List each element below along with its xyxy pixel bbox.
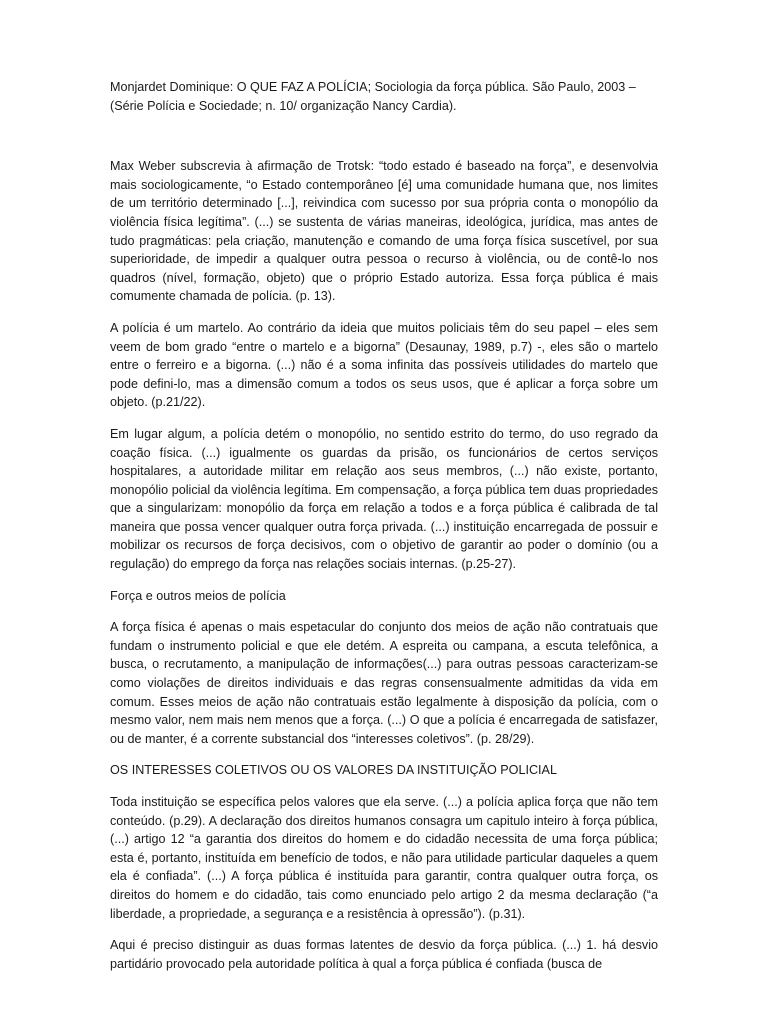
paragraph-martelo: A polícia é um martelo. Ao contrário da ideia que muitos policiais têm do seu papel – eles sem veem de bom grado “entre o martelo e a bigorna” (Desaunay, 1989, p.7) -, eles são o martelo entre o ferreiro e a bigorna. (...) não é a soma infinita das possíveis utilidades do martelo que pode defini-lo, mas a dimensão comum a todos os seus usos, que é aplicar a força sobre um objeto. (p.21/22). — [110, 320, 658, 410]
document-page — [110, 78, 658, 986]
paragraph-desvio: Aqui é preciso distinguir as duas formas latentes de desvio da força pública. (...) 1. há desvio partidário provocado pela autoridade política à qual a força pública é confiada (busca de — [110, 938, 658, 971]
paragraph-forca-fisica: A força física é apenas o mais espetacular do conjunto dos meios de ação não contratuais que fundam o instrumento policial e que ele detém. A espreita ou campana, a escuta telefônica, a busca, o recrutamento, a manipulação de informações(...) para outras pessoas caracterizam-se como violações de direitos individuais e das regras consensualmente admitidas da vida em comum. Esses meios de ação não contratuais estão legalmente à disposição da polícia, com o mesmo valor, nem mais nem menos que a força. (...) O que a polícia é encarregada de satisfazer, ou de manter, é a corrente substancial dos “interesses coletivos”. (p. 28/29). — [110, 620, 658, 746]
section-heading-forca: Força e outros meios de polícia — [110, 588, 286, 603]
bibliographic-reference: Monjardet Dominique: O QUE FAZ A POLÍCIA; Sociologia da força pública. São Paulo, 2003 – (Série Polícia e Sociedade; n. 10/ organização Nancy Cardia). — [110, 80, 636, 113]
section-heading-interesses: OS INTERESSES COLETIVOS OU OS VALORES DA INSTITUIÇÃO POLICIAL — [110, 763, 557, 778]
paragraph-monopolio: Em lugar algum, a polícia detém o monopólio, no sentido estrito do termo, do uso regrado da coação física. (...) igualmente os guardas da prisão, os funcionários de certos serviços hospitalares, a autoridade militar em relação aos seus membros, (...) não existe, portanto, monopólio policial da violência legítima. Em compensação, a força pública tem duas propriedades que a singularizam: monopólio da força em relação a todos e a força pública é calibrada de tal maneira que possa vencer qualquer outra força privada. (...) instituição encarregada de possuir e mobilizar os recursos de força decisivos, com o objetivo de garantir ao poder o domínio (ou a regulação) do emprego da força nas relações sociais internas. (p.25-27). — [110, 426, 658, 572]
paragraph-instituicao: Toda instituição se específica pelos valores que ela serve. (...) a polícia aplica força que não tem conteúdo. (p.29). A declaração dos direitos humanos consagra um capitulo inteiro à força pública, (...) artigo 12 “a garantia dos direitos do homem e do cidadão necessita de uma força pública; esta é, portanto, instituída em benefício de todos, e não para utilidade particular daqueles a quem ela é confiada”. (...) A força pública é instituída para garantir, contra qualquer outra força, os direitos do homem e do cidadão, tais como enunciado pelo artigo 2 da mesma declaração (“a liberdade, a propriedade, a segurança e a resistência à opressão”). (p.31). — [110, 795, 658, 921]
paragraph-weber: Max Weber subscrevia à afirmação de Trotsk: “todo estado é baseado na força”, e desenvolvia mais sociologicamente, “o Estado contemporâneo [é] uma comunidade humana que, nos limites de um território determinado [...], reivindica com sucesso por sua própria conta o monopólio da violência física legítima”. (...) se sustenta de várias maneiras, ideológica, jurídica, mas antes de tudo pragmáticas: pela criação, manutenção e comando de uma força física suscetível, por sua superioridade, de impedir a qualquer outra pessoa o recurso à violência, ou de contê-lo nos quadros (nível, formação, objeto) que o próprio Estado autoriza. Essa força pública é mais comumente chamada de polícia. (p. 13). — [110, 159, 658, 304]
